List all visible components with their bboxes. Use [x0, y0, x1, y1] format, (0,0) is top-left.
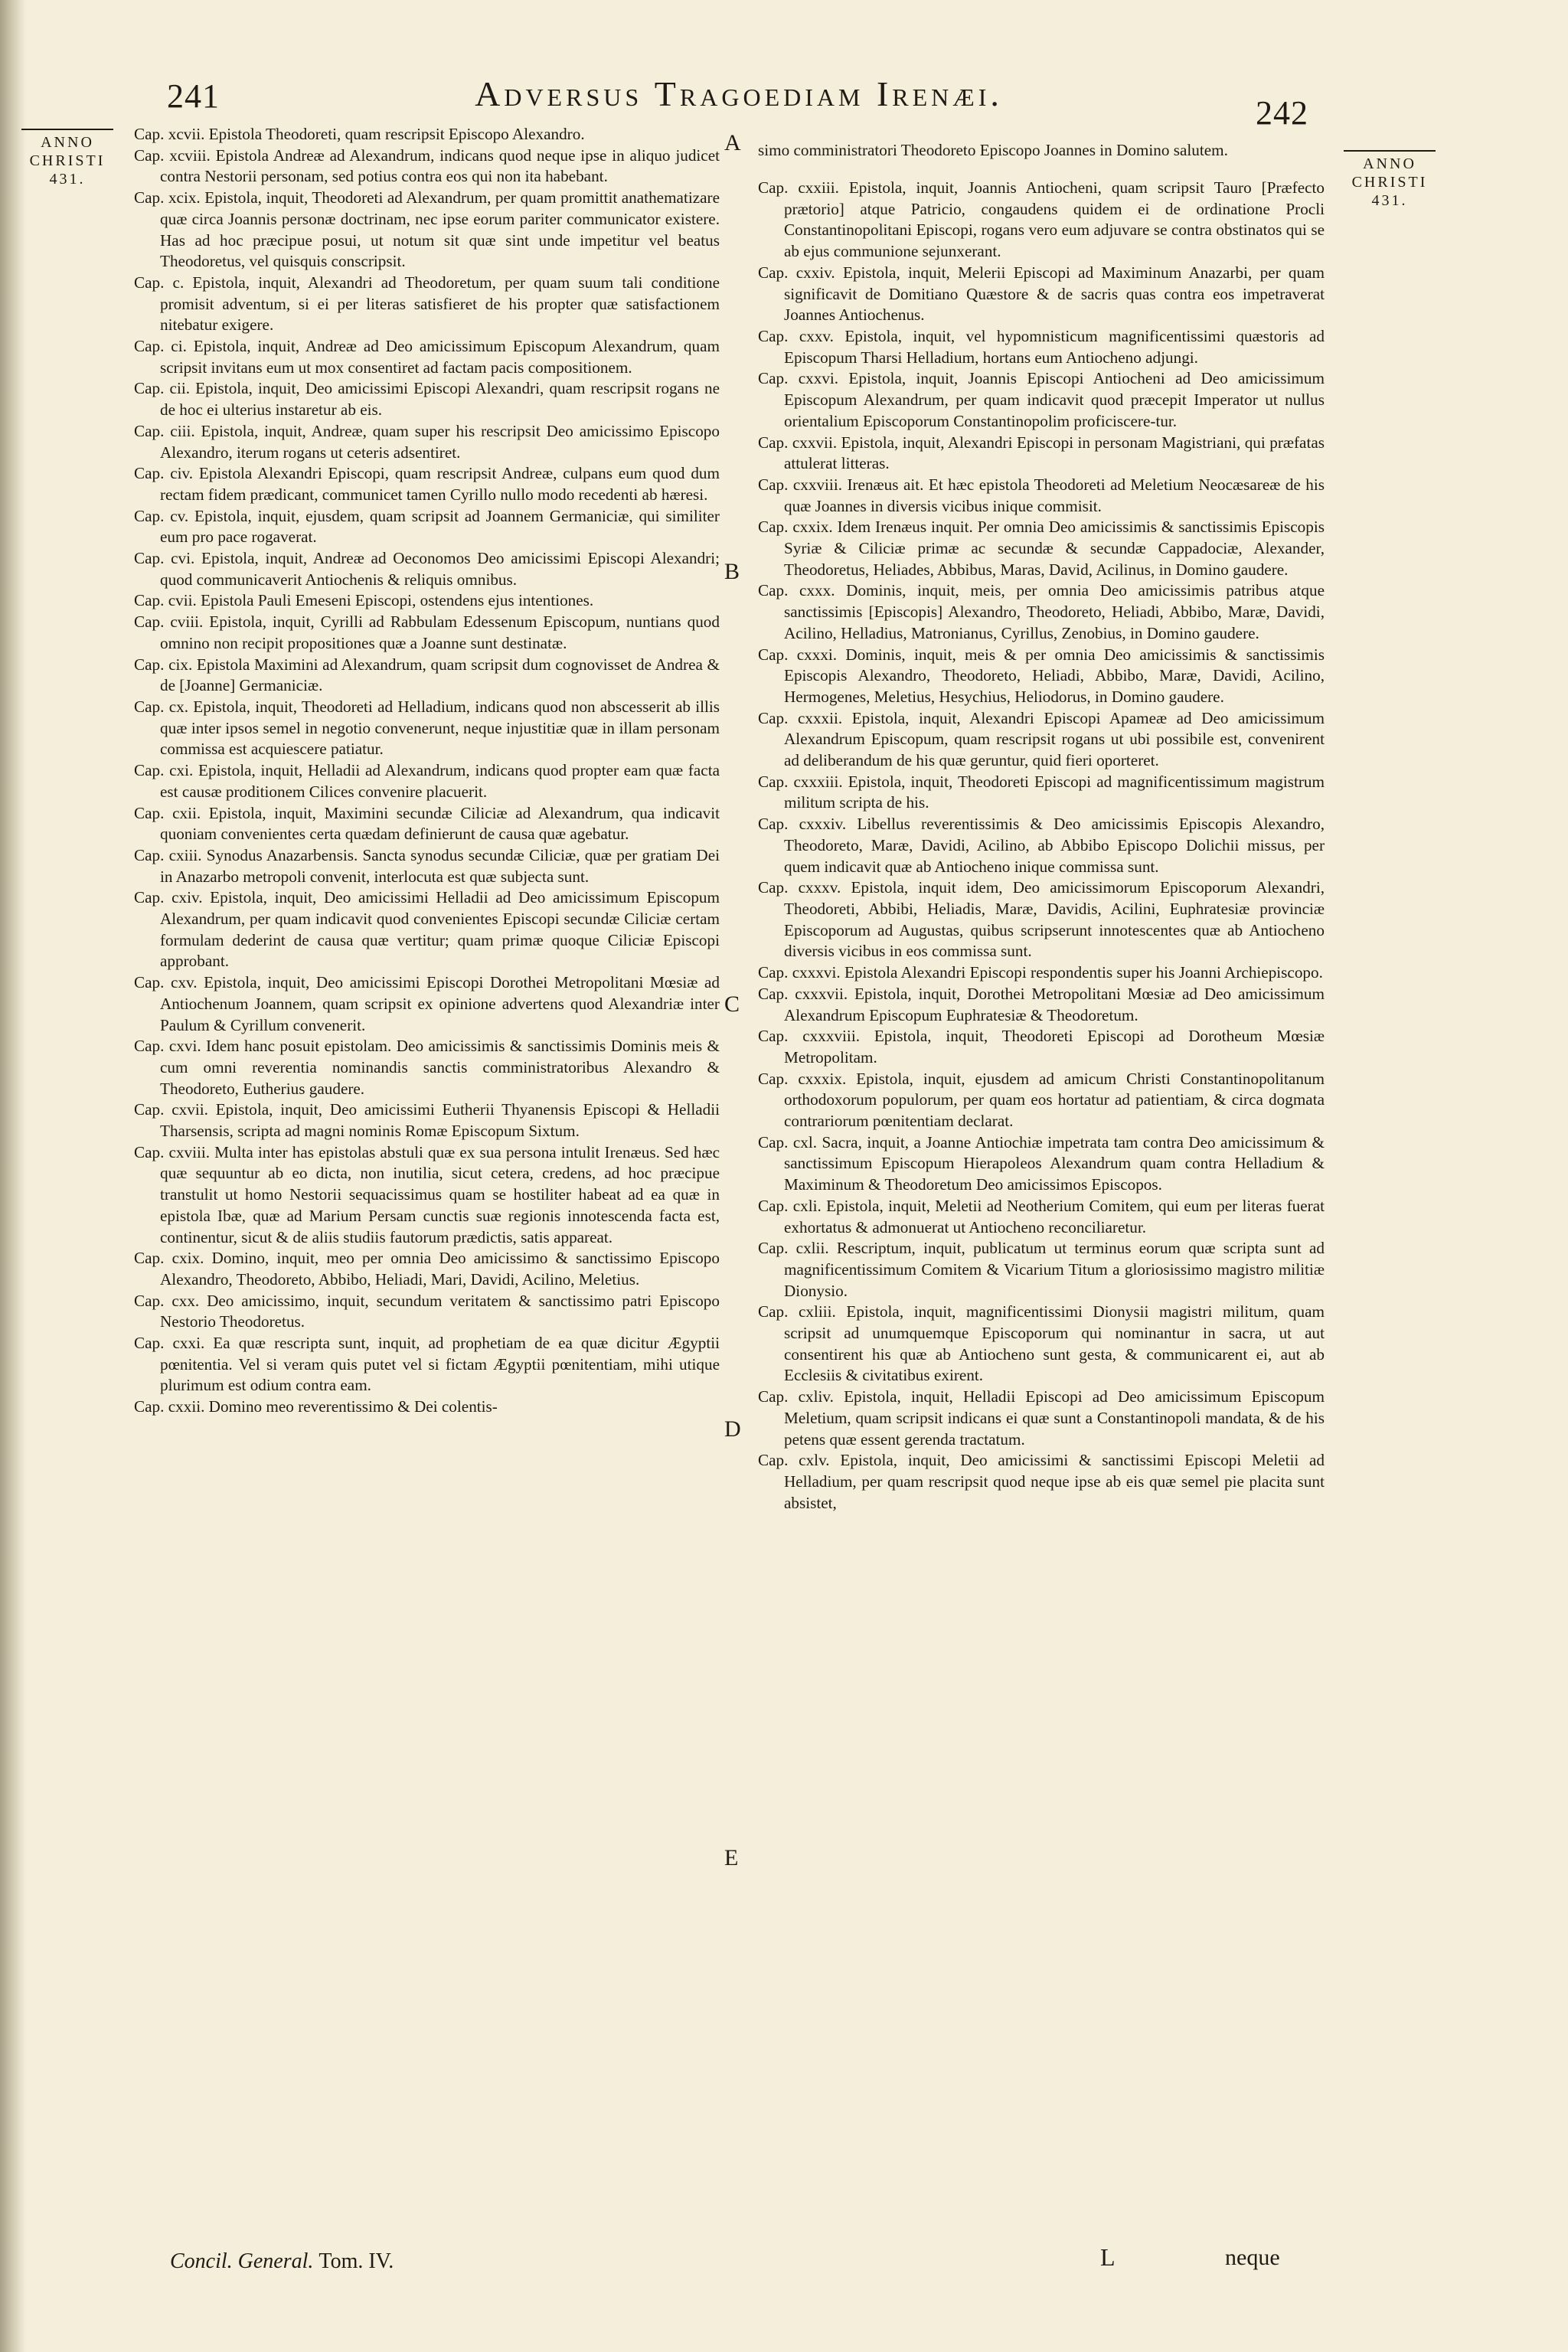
chapter-entry: Cap. xcvii. Epistola Theodoreti, quam rescripsit Episcopo Alexandro.: [134, 125, 585, 143]
chapter-entry: Cap. cxxxiii. Epistola, inquit, Theodoreti Episcopi ad magnificentissimum magistrum militum scripta de his.: [758, 772, 1325, 812]
chapter-entry: Cap. cxvi. Idem hanc posuit epistolam. Deo amicissimis & sanctissimis Dominis meis & cum omni reverentia nominandis sanctis comministratoribus Alexandro & Theodoreto, Eutherius gaudere.: [134, 1037, 720, 1098]
chapter-entry: Cap. cxxviii. Irenæus ait. Et hæc epistola Theodoreti ad Meletium Neocæsareæ de his quæ Joannes in diversis vicibus inique commisit.: [758, 475, 1325, 515]
chapter-entry: Cap. cxxxi. Dominis, inquit, meis & per omnia Deo amicissimis & sanctissimis Episcopis Alexandro, Theodoreto, Heliadi, Abbibo, Maræ, Davidi, Acilino, Hermogenes, Meletius, Hesychius, Heliodorus, in Domino gaudere.: [758, 645, 1325, 706]
chapter-entry: Cap. cxlii. Rescriptum, inquit, publicatum ut terminus eorum quæ scripta sunt ad magnificentissimum Comitem & Vicarium Titum a gloriosissimo magistro militiæ Dionysio.: [758, 1239, 1325, 1300]
chapter-entry: Cap. cxvii. Epistola, inquit, Deo amicissimi Eutherii Thyanensis Episcopi & Helladii Tharsensis, scripta ad magni nominis Romæ Episcopum Sixtum.: [134, 1100, 720, 1141]
chapter-entry: Cap. cxxxvii. Epistola, inquit, Dorothei Metropolitani Mœsiæ ad Deo amicissimum Alexandrum Episcopum Euphratesiæ & Theodoretum.: [758, 984, 1325, 1024]
chapter-entry: Cap. cii. Epistola, inquit, Deo amicissimi Episcopi Alexandri, quam rescripsit rogans ne de hoc ei ulterius instaretur ab eis.: [134, 379, 720, 420]
section-marker-b: B: [724, 559, 740, 584]
chapter-entry: Cap. cxxxvi. Epistola Alexandri Episcopi respondentis super his Joanni Archiepiscopo.: [758, 963, 1323, 982]
chapter-entry: Cap. cxxx. Dominis, inquit, meis, per omnia Deo amicissimis patribus atque sanctissimis [Episcopis] Alexandro, Theodoreto, Heliadi, Abbibo, Maræ, Davidi, Acilino, Helladius, Matronianus, Cyrillus, Zenobius, in Domino gaudere.: [758, 581, 1325, 642]
chapter-entry: Cap. cxxiii. Epistola, inquit, Joannis Antiocheni, quam scripsit Tauro [Præfecto prætorio] atque Patricio, congaudens quidem ei de ordinatione Procli Constantinopolitani Episcopi, rogans vero eum adjuvare se contra obstinatos qui se ab ejus communione sejunxerant.: [758, 178, 1325, 261]
chapter-entry: Cap. cv. Epistola, inquit, ejusdem, quam scripsit ad Joannem Germaniciæ, qui similiter eum pro pace rogaverat.: [134, 506, 720, 547]
anno-line: CHRISTI: [1351, 174, 1428, 191]
gathering-signature: L: [1100, 2243, 1116, 2271]
chapter-entry: Cap. cviii. Epistola, inquit, Cyrilli ad Rabbulam Edessenum Episcopum, nuntians quod omnino non recipit propositiones quæ a Joanne sunt destinatæ.: [134, 612, 720, 652]
chapter-entry: Cap. cxxvi. Epistola, inquit, Joannis Episcopi Antiocheni ad Deo amicissimum Episcopum Alexandrum, per quam indicavit quod præcepit Imperator ut nullus orientalium Episcoporum Constantinopolim proficiscere-tur.: [758, 369, 1325, 430]
chapter-entry: Cap. cx. Epistola, inquit, Theodoreti ad Helladium, indicans quod non abscesserit ab illis quæ inter ipsos semel in negotio convenerunt, neque injustitiæ quæ in illam personam commissa est acquiescere patiatur.: [134, 697, 720, 759]
page-number-left: 241: [167, 77, 220, 115]
chapter-entry: Cap. cxiii. Synodus Anazarbensis. Sancta synodus secundæ Ciliciæ, quæ per gratiam Dei in Anazarbo metropoli convenit, interlocuta est quæ subjecta sunt.: [134, 845, 720, 886]
chapter-entry: Cap. cxxiv. Epistola, inquit, Melerii Episcopi ad Maximinum Anazarbi, per quam significavit de Domitiano Quæstore & de sacris quas contra eos impetraverat Joannes Antiochenus.: [758, 263, 1325, 325]
anno-line: ANNO: [41, 134, 94, 151]
chapter-entry: Cap. cxliii. Epistola, inquit, magnificentissimi Dionysii magistri militum, quam scripsit ad unumquemque Episcoporum qui nominantur in sacra, ut aut consentirent his quæ ab Antiocheno sunt gesta, & communicarent ei, aut ab Ecclesiis & civitatibus exirent.: [758, 1302, 1325, 1385]
chapter-entry: Cap. cxx. Deo amicissimo, inquit, secundum veritatem & sanctissimo patri Episcopo Nestorio Theodoretus.: [134, 1291, 720, 1331]
anno-rule: [1344, 150, 1436, 152]
chapter-entry: Cap. civ. Epistola Alexandri Episcopi, quam rescripsit Andreæ, culpans eum quod dum rectam fidem prædicant, communicet tamen Cyrillo nullo modo recedenti ab hæresi.: [134, 464, 720, 504]
chapter-entry: Cap. cxxv. Epistola, inquit, vel hypomnisticum magnificentissimi quæstoris ad Episcopum Tharsi Helladium, hortans eum Antiocheno adjungi.: [758, 327, 1325, 367]
chapter-entry: Cap. ci. Epistola, inquit, Andreæ ad Deo amicissimum Episcopum Alexandrum, quam scripsit invitans eum ut mox consentiret ad factam pacis compositionem.: [134, 337, 720, 377]
anno-line: ANNO: [1363, 155, 1416, 172]
anno-line: 431.: [49, 171, 86, 188]
section-marker-e: E: [724, 1845, 739, 1870]
chapter-entry: Cap. cxii. Epistola, inquit, Maximini secundæ Ciliciæ ad Alexandrum, qua indicavit quoniam convenientes certa quædam definierunt de causa quæ agebatur.: [134, 803, 720, 844]
chapter-entry: Cap. cxi. Epistola, inquit, Helladii ad Alexandrum, indicans quod propter eam quæ facta est causæ proditionem Cilices convenire placuerit.: [134, 761, 720, 801]
footer-volume: Tom. IV.: [318, 2249, 394, 2273]
chapter-entry: Cap. cxix. Domino, inquit, meo per omnia Deo amicissimo & sanctissimo Episcopo Alexandro, Theodoreto, Abbibo, Heliadi, Mari, Davidi, Acilino, Meletius.: [134, 1249, 720, 1289]
chapter-entry: Cap. cxiv. Epistola, inquit, Deo amicissimi Helladii ad Deo amicissimum Episcopum Alexandrum, per quam indicavit quod convenientes Episcopi secundæ Ciliciæ certam formulam dederint de causa quæ vertitur; quam primæ quoque Ciliciæ Episcopi approbant.: [134, 888, 720, 971]
anno-christi-right: [1336, 150, 1443, 210]
book-spine-shadow: [0, 0, 26, 2352]
running-title: Adversus Tragoediam Irenæi.: [475, 74, 1003, 113]
section-marker-c: C: [724, 991, 740, 1017]
chapter-entry: Cap. cxxxviii. Epistola, inquit, Theodoreti Episcopi ad Dorotheum Mœsiæ Metropolitam.: [758, 1027, 1325, 1067]
chapter-entry: Cap. cxxxiv. Libellus reverentissimis & Deo amicissimis Episcopis Alexandro, Theodoreto, Maræ, Davidi, Acilino, ab Abbibo Episcopo Dolichii missus, per quem indicavit quæ ab Antiocheno inique commissa sunt.: [758, 815, 1325, 876]
chapter-entry: Cap. cxliv. Epistola, inquit, Helladii Episcopi ad Deo amicissimum Episcopum Meletium, quam scripsit indicans ei quæ sunt a Constantinopoli mandata, & de his petens quæ essent gerenda tractatum.: [758, 1387, 1325, 1449]
chapter-entry: Cap. cxlv. Epistola, inquit, Deo amicissimi & sanctissimi Episcopi Meletii ad Helladium, per quam rescripsit quod neque ipse ab eis quæ semel pie placita sunt absistet,: [758, 1451, 1325, 1512]
chapter-entry: simo comministratori Theodoreto Episcopo Joannes in Domino salutem.: [758, 141, 1228, 160]
chapter-entry: Cap. xcix. Epistola, inquit, Theodoreti ad Alexandrum, per quam promittit anathematizare quæ circa Joannis personæ doctrinam, nec ipse eorum pariter communicator existere. Has ad hoc præcipue posui, ut notum sit quæ sint unde impetitur vel beatus Theodoretus, vel quisquis conscripsit.: [134, 188, 720, 271]
chapter-entry: Cap. cxxi. Ea quæ rescripta sunt, inquit, ad prophetiam de ea quæ dicitur Ægyptii pœnitentia. Vel si veram quis putet vel si fictam Ægyptii pœnitentiam, mihi utique plurimum est odium contra eam.: [134, 1334, 720, 1395]
section-marker-d: D: [724, 1416, 741, 1442]
chapter-entry: Cap. cxxxii. Epistola, inquit, Alexandri Episcopi Apameæ ad Deo amicissimum Alexandrum Episcopum, quam rescripsit rogans ut ubi possibile est, convenirent ad deliberandum de his quæ geruntur, quid fieri oporteret.: [758, 708, 1325, 770]
chapter-entry: Cap. cxxii. Domino meo reverentissimo & Dei colentis-: [134, 1397, 498, 1416]
chapter-entry: Cap. cxviii. Multa inter has epistolas abstuli quæ ex sua persona intulit Irenæus. Sed hæc quæ sequuntur ab eo dicta, non inutilia, sicut cetera, credens, ad hoc præcipue transtulit ut homo Nestorii sequacissimus quam se hostiliter habeat ad ea quæ in epistola Ibæ, quæ ad Marium Persam cunctis suæ regionis innotescenda facta est, continentur, sicut & de aliis studiis fautorum prædictis, satis appareat.: [134, 1142, 720, 1246]
chapter-entry: Cap. xcviii. Epistola Andreæ ad Alexandrum, indicans quod neque ipse in aliquo judicet contra Nestorii personam, sed potius contra eos qui non ita habebant.: [134, 145, 720, 186]
chapter-entry: Cap. cxl. Sacra, inquit, a Joanne Antiochiæ impetrata tam contra Deo amicissimum & sanctissimum Episcopum Hierapoleos Alexandrum quam contra Helladium & Maximinum & Theodoretum Deo amicissimos Episcopos.: [758, 1132, 1325, 1194]
section-marker-a: A: [724, 130, 741, 155]
page-number-right: 242: [1256, 94, 1308, 132]
chapter-entry: Cap. cxxxv. Epistola, inquit idem, Deo amicissimorum Episcoporum Alexandri, Theodoreti, Abbibi, Heliadis, Maræ, Davidis, Acilini, Euphratesiæ provinciæ Episcoporum ad Augustas, quibus scripserunt innotescentes quæ ab Antiocheno diversis vicibus in eos commissa sunt.: [758, 878, 1325, 961]
footer-collection: Concil. General.: [170, 2249, 314, 2273]
chapter-entry: Cap. cix. Epistola Maximini ad Alexandrum, quam scripsit dum cognovisset de Andrea & de [Joanne] Germaniciæ.: [134, 655, 720, 695]
footer-signature-left: [170, 2249, 394, 2274]
chapter-entry: Cap. ciii. Epistola, inquit, Andreæ, quam super his rescripsit Deo amicissimo Episcopo Alexandro, iterum rogans ut ceteris adsentiret.: [134, 421, 720, 462]
chapter-entry: Cap. cxxvii. Epistola, inquit, Alexandri Episcopi in personam Magistriani, qui præfatas attulerat litteras.: [758, 433, 1325, 473]
anno-line: 431.: [1371, 192, 1408, 209]
chapter-entry: Cap. cxli. Epistola, inquit, Meletii ad Neotherium Comitem, qui eum per literas fuerat exhortatus & admonuerat ut Antiocheno reconciliaretur.: [758, 1196, 1325, 1236]
anno-christi-left: [14, 129, 121, 188]
chapter-entry: Cap. cxxxix. Epistola, inquit, ejusdem ad amicum Christi Constantinopolitanum orthodoxorum populorum, per quam eos hortatur ad patientiam, & circa dogmata contrariorum pœnitentiam declarat.: [758, 1069, 1325, 1131]
anno-rule: [21, 129, 113, 130]
right-text-column: [758, 124, 1325, 1514]
left-text-column: [134, 124, 720, 1418]
chapter-entry: Cap. cvii. Epistola Pauli Emeseni Episcopi, ostendens ejus intentiones.: [134, 591, 594, 610]
catchword: neque: [1225, 2245, 1280, 2270]
chapter-entry: Cap. cvi. Epistola, inquit, Andreæ ad Oeconomos Deo amicissimi Episcopi Alexandri; quod communicaverit Antiochenis & reliquis omnibus.: [134, 549, 720, 589]
chapter-entry: Cap. cxv. Epistola, inquit, Deo amicissimi Episcopi Dorothei Metropolitani Mœsiæ ad Antiochenum Joannem, quam scripsit ex opinione advertens quod Alexandriæ inter Paulum & Cyrillum convenerit.: [134, 973, 720, 1034]
chapter-entry: Cap. c. Epistola, inquit, Alexandri ad Theodoretum, per quam suum tali conditione promisit adventum, si ei per literas satisfieret de his propter quæ satisfactionem nitebatur exigere.: [134, 273, 720, 335]
anno-line: CHRISTI: [29, 152, 106, 169]
chapter-entry: Cap. cxxix. Idem Irenæus inquit. Per omnia Deo amicissimis & sanctissimis Episcopis Syriæ & Ciliciæ primæ ac secundæ & secundæ Cappadociæ, Alexander, Theodoretus, Heliades, Abbibus, Maras, David, Acilinus, in Domino gaudere.: [758, 518, 1325, 579]
